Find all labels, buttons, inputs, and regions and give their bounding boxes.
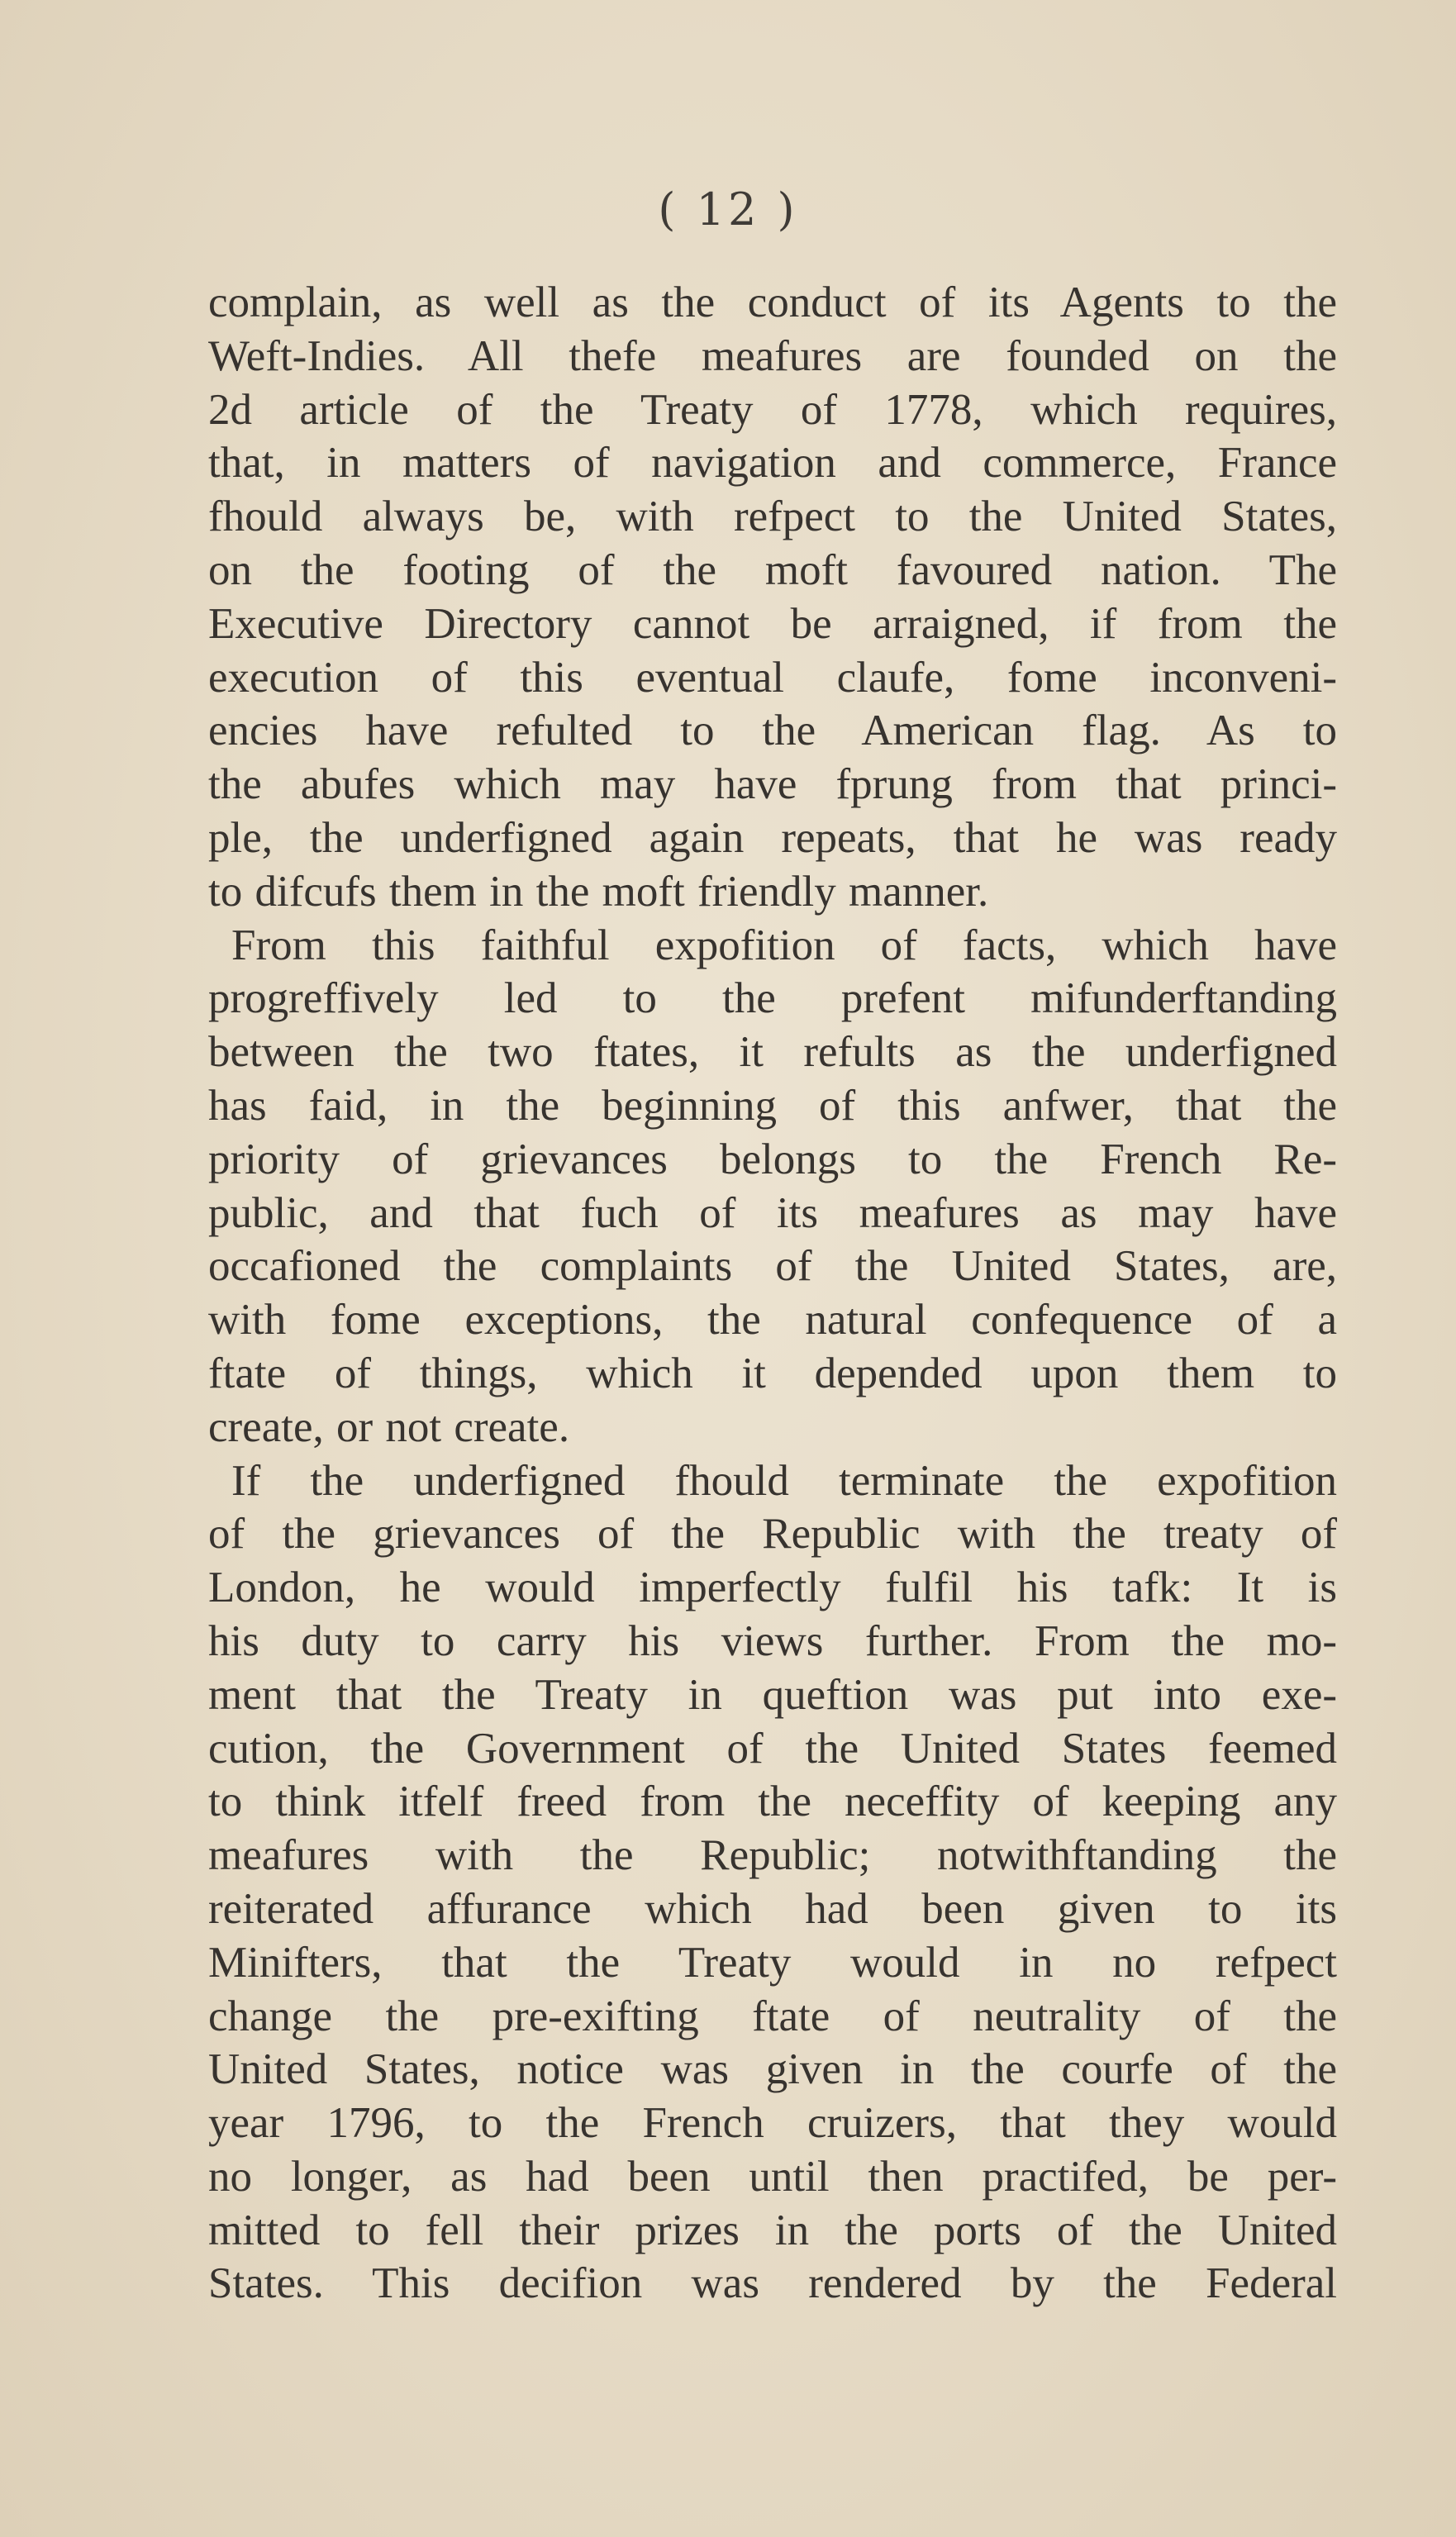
text-line: London, he would imperfectly fulfil his tafk: It is	[208, 1564, 1337, 1612]
text-line: mitted to fell their prizes in the ports of the United	[208, 2206, 1337, 2254]
text-line: no longer, as had been until then practifed, be per-	[208, 2152, 1337, 2201]
text-line: has faid, in the beginning of this anfwer, that the	[208, 1081, 1337, 1130]
text-line: progreffively led to the prefent mifunderftanding	[208, 974, 1337, 1023]
text-line: cution, the Government of the United States feemed	[208, 1724, 1337, 1773]
text-line: United States, notice was given in the courfe of the	[208, 2045, 1337, 2094]
text-line: change the pre-exifting ftate of neutrality of the	[208, 1992, 1337, 2040]
text-line: execution of this eventual claufe, fome inconveni-	[208, 653, 1337, 702]
text-line: ment that the Treaty in queftion was put into exe-	[208, 1670, 1337, 1719]
text-line: States. This decifion was rendered by the Federal	[208, 2259, 1337, 2308]
text-line: From this faithful expofition of facts, which have	[231, 921, 1337, 969]
text-line: create, or not create.	[208, 1402, 570, 1451]
page-body-text	[208, 276, 1337, 2311]
text-line: Executive Directory cannot be arraigned, if from the	[208, 599, 1337, 648]
text-line: reiterated affurance which had been given to its	[208, 1884, 1337, 1933]
text-line: to difcufs them in the moft friendly manner.	[208, 867, 989, 916]
text-line: year 1796, to the French cruizers, that they would	[208, 2099, 1337, 2148]
page-number: ( 12 )	[658, 183, 798, 236]
text-line: between the two ftates, it refults as the underfigned	[208, 1028, 1337, 1077]
text-line: fhould always be, with refpect to the United States,	[208, 493, 1337, 541]
text-line: the abufes which may have fprung from that princi-	[208, 760, 1337, 809]
text-line: 2d article of the Treaty of 1778, which requires,	[208, 385, 1337, 434]
text-line: public, and that fuch of its meafures as may have	[208, 1188, 1337, 1237]
text-line: Minifters, that the Treaty would in no refpect	[208, 1938, 1337, 1987]
text-line: that, in matters of navigation and commerce, France	[208, 439, 1337, 488]
text-line: ple, the underfigned again repeats, that he was ready	[208, 813, 1337, 862]
text-line: ftate of things, which it depended upon them to	[208, 1349, 1337, 1397]
text-line: his duty to carry his views further. From the mo-	[208, 1616, 1337, 1665]
text-line: encies have refulted to the American flag. As to	[208, 707, 1337, 755]
text-line: of the grievances of the Republic with the treaty of	[208, 1510, 1337, 1559]
text-line: on the footing of the moft favoured nation. The	[208, 545, 1337, 594]
text-line: occafioned the complaints of the United States, are,	[208, 1242, 1337, 1291]
text-line: to think itfelf freed from the neceffity of keeping any	[208, 1778, 1337, 1826]
text-line: complain, as well as the conduct of its Agents to the	[208, 278, 1337, 326]
text-line: meafures with the Republic; notwithftanding the	[208, 1831, 1337, 1880]
text-line: If the underfigned fhould terminate the expofition	[231, 1456, 1337, 1505]
text-line: priority of grievances belongs to the French Re-	[208, 1135, 1337, 1183]
text-line: with fome exceptions, the natural confequence of a	[208, 1296, 1337, 1345]
text-line: Weft-Indies. All thefe meafures are founded on the	[208, 331, 1337, 380]
